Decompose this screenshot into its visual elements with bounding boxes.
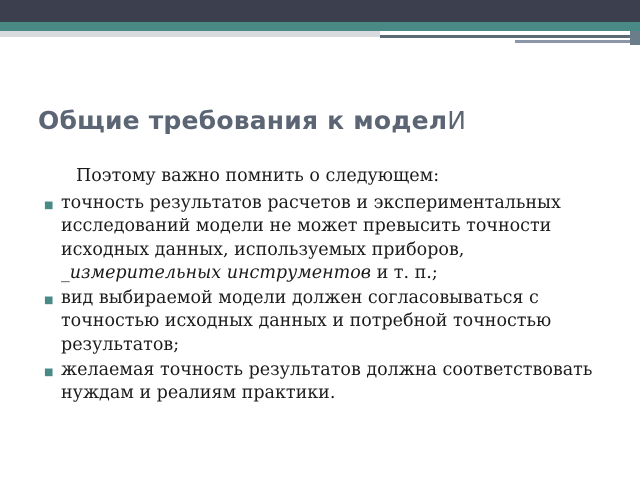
- slide-title: [38, 106, 466, 135]
- bullet-icon: ■: [44, 200, 54, 211]
- list-item-text: желаемая точность результатов должна соответствовать нуждам и реалиям практики.: [61, 360, 593, 404]
- list-item-text: точность результатов расчетов и экспериментальных исследований модели не может превысить точности исходных данных, используемых приборов,: [61, 193, 561, 260]
- slide-lead-text: Поэтому важно помнить о следующем:: [76, 166, 440, 186]
- top-bar-end-cap: [630, 31, 640, 45]
- list-item-italic: измерительных инструментов: [69, 262, 371, 283]
- top-line-right: [380, 35, 640, 38]
- list-item-text: вид выбираемой модели должен согласовываться с точностью исходных данных и потребной точностью результатов;: [61, 288, 552, 355]
- list-item: [44, 359, 614, 406]
- bullet-list: [44, 192, 614, 408]
- list-item-tail: и т. п.;: [371, 262, 438, 283]
- top-bar-dark: [0, 0, 640, 22]
- list-item-underscore: _: [61, 262, 70, 283]
- bullet-icon: ■: [44, 295, 54, 307]
- list-item: [44, 287, 614, 357]
- top-bar-teal: [0, 22, 640, 31]
- slide-title-main: Общие требования к модел: [38, 106, 448, 135]
- slide-title-end: И: [447, 106, 467, 135]
- top-line-right-secondary: [515, 40, 630, 43]
- list-item: [44, 192, 614, 285]
- bullet-icon: ■: [44, 367, 54, 379]
- top-bar-gray: [0, 31, 380, 37]
